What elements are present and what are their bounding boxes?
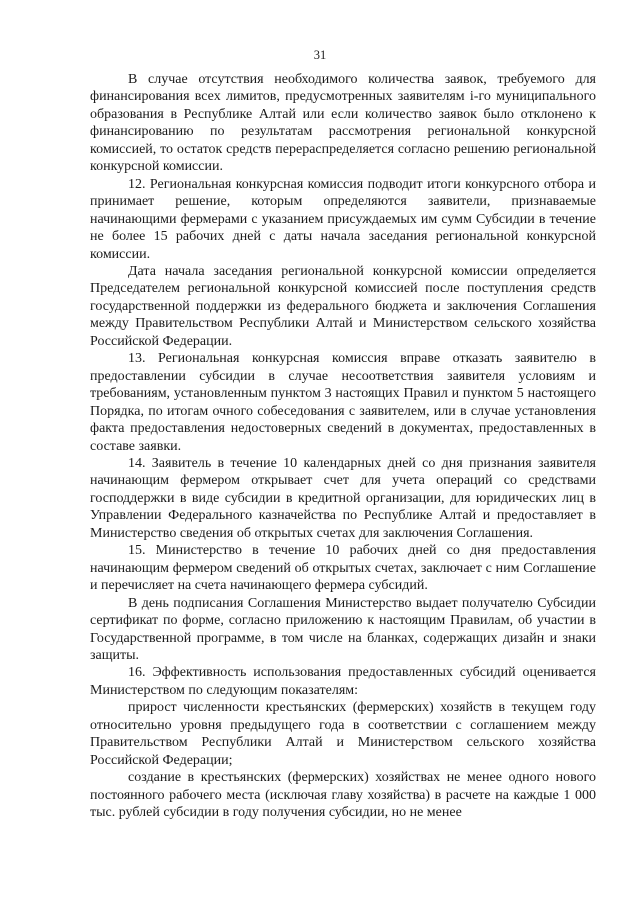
paragraph: В случае отсутствия необходимого количества заявок, требуемого для финансирования всех лимитов, предусмотренных заявителям i-го муниципального образования в Республике Алтай или если количество заявок было отклонено к финансированию по результатам рассмотрения региональной конкурсной комиссией, то остаток средств перераспределяется согласно решению региональной конкурсной комиссии. <box>90 72 596 175</box>
paragraph: 15. Министерство в течение 10 рабочих дней со дня предоставления начинающим фермером сведений об открытых счетах, заключает с ним Соглашение и перечисляет на счета начинающего фермера субсидий. <box>90 543 596 594</box>
paragraph: прирост численности крестьянских (фермерских) хозяйств в текущем году относительно уровня предыдущего года в соответствии с соглашением между Правительством Республики Алтай и Министерством сельского хозяйства Российской Федерации; <box>90 700 596 768</box>
paragraph: 14. Заявитель в течение 10 календарных дней со дня признания заявителя начинающим фермером открывает счет для учета операций со средствами господдержки в виде субсидии в кредитной организации, для юридических лиц в Управлении Федерального казначейства по Республике Алтай и предоставляет в Министерство сведения об открытых счетах для заключения Соглашения. <box>90 455 596 541</box>
document-body <box>90 71 596 821</box>
paragraph: 12. Региональная конкурсная комиссия подводит итоги конкурсного отбора и принимает решение, которым определяются заявители, признаваемые начинающими фермерами с указанием присуждаемых им сумм Субсидии в течение не более 15 рабочих дней с даты начала заседания региональной конкурсной комиссии. <box>90 176 596 262</box>
paragraph: 16. Эффективность использования предоставленных субсидий оценивается Министерством по следующим показателям: <box>90 665 596 698</box>
paragraph: 13. Региональная конкурсная комиссия вправе отказать заявителю в предоставлении субсидии в случае несоответствия заявителя условиям и требованиям, установленным пунктом 3 настоящих Правил и пунктом 5 настоящего Порядка, по итогам очного собеседования с заявителем, или в случае установления факта предоставления недостоверных сведений в документах, предоставленных в составе заявки. <box>90 351 596 454</box>
paragraph: В день подписания Соглашения Министерство выдает получателю Субсидии сертификат по форме, согласно приложению к настоящим Правилам, об участии в Государственной программе, в том числе на бланках, содержащих дизайн и знаки защиты. <box>90 595 596 663</box>
paragraph: Дата начала заседания региональной конкурсной комиссии определяется Председателем региональной конкурсной комиссией после поступления средств государственной поддержки из федерального бюджета и заключения Соглашения между Правительством Республики Алтай и Министерством сельского хозяйства Российской Федерации. <box>90 263 596 349</box>
paragraph: создание в крестьянских (фермерских) хозяйствах не менее одного нового постоянного рабочего места (исключая главу хозяйства) в расчете на каждые 1 000 тыс. рублей субсидии в году получения субсидии, но не менее <box>90 770 596 821</box>
page-number: 31 <box>313 48 327 62</box>
